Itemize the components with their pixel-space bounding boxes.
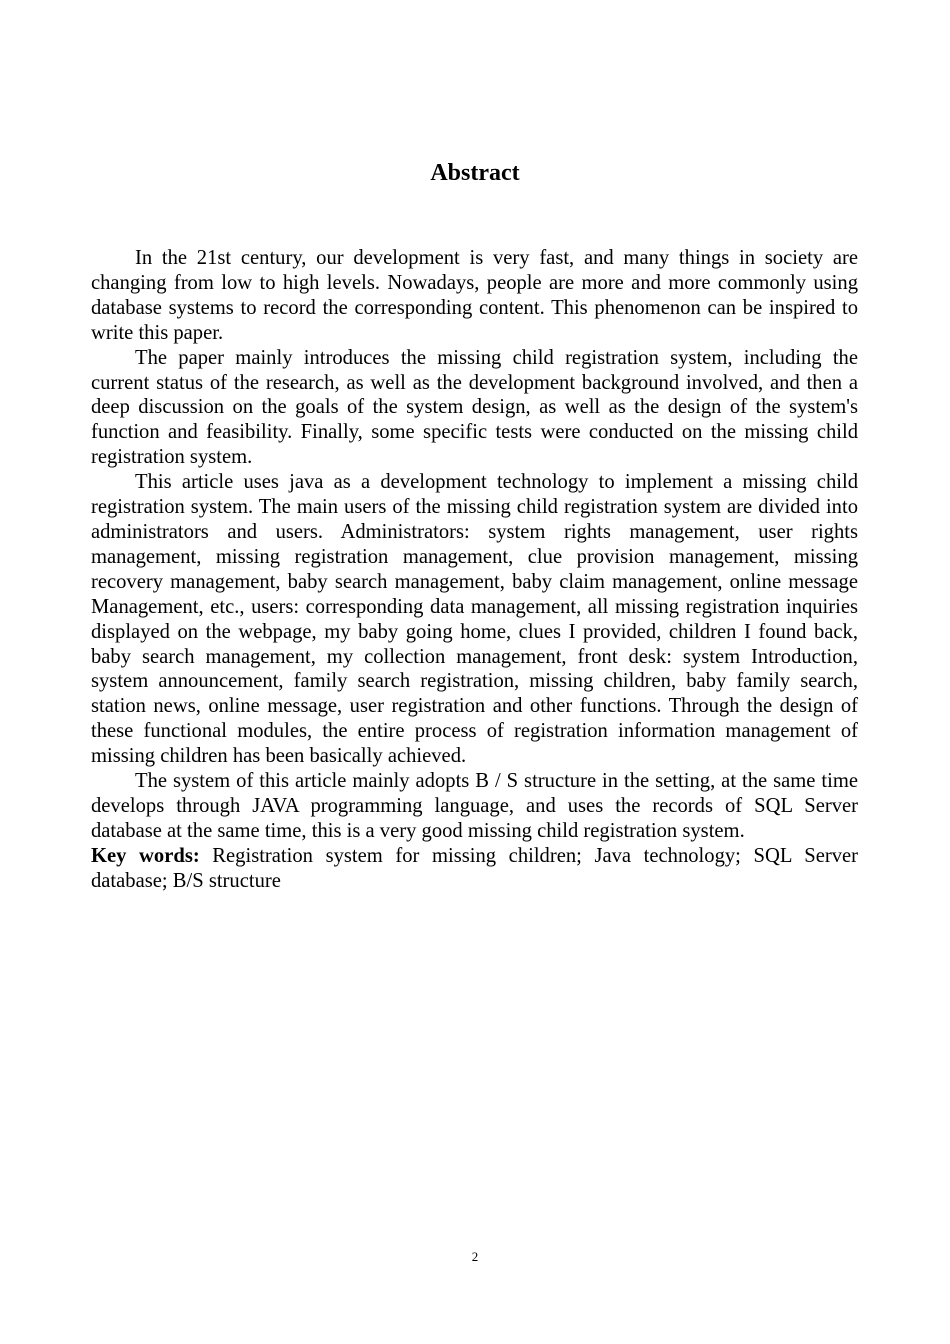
keywords-text: Registration system for missing children; Java technology; SQL Server database; B/S structure — [91, 844, 858, 892]
abstract-paragraph-1: In the 21st century, our development is very fast, and many things in society are changing from low to high levels. Nowadays, people are more and more commonly using database systems to record the corresponding content. This phenomenon can be inspired to write this paper. — [91, 247, 858, 344]
abstract-paragraph-2: The paper mainly introduces the missing child registration system, including the current status of the research, as well as the development background involved, and then a deep discussion on the goals of the system design, as well as the design of the system's function and feasibility. Finally, some specific tests were conducted on the missing child registration system. — [91, 346, 858, 469]
page-number: 2 — [471, 1249, 479, 1264]
abstract-paragraph-4: The system of this article mainly adopts B / S structure in the setting, at the same time develops through JAVA programming language, and uses the records of SQL Server database at the same time, this is a very good missing child registration system. — [91, 770, 858, 842]
page-title: Abstract — [430, 160, 520, 186]
abstract-paragraph-3: This article uses java as a development technology to implement a missing child registration system. The main users of the missing child registration system are divided into administrators and users. Administrators: system rights management, user rights management, missing registration management, clue provision management, missing recovery management, baby search management, baby claim management, online message Management, etc., users: corresponding data management, all missing registration inquiries displayed on the webpage, my baby going home, clues I provided, children I found back, baby search management, my collection management, front desk: system Introduction, system announcement, family search registration, missing children, baby family search, station news, online message, user registration and other functions. Through the design of these functional modules, the entire process of registration information management of missing children has been basically achieved. — [91, 471, 858, 768]
keywords-label: Key words: — [91, 844, 200, 867]
keywords-line — [91, 844, 858, 894]
abstract-body — [91, 246, 858, 894]
